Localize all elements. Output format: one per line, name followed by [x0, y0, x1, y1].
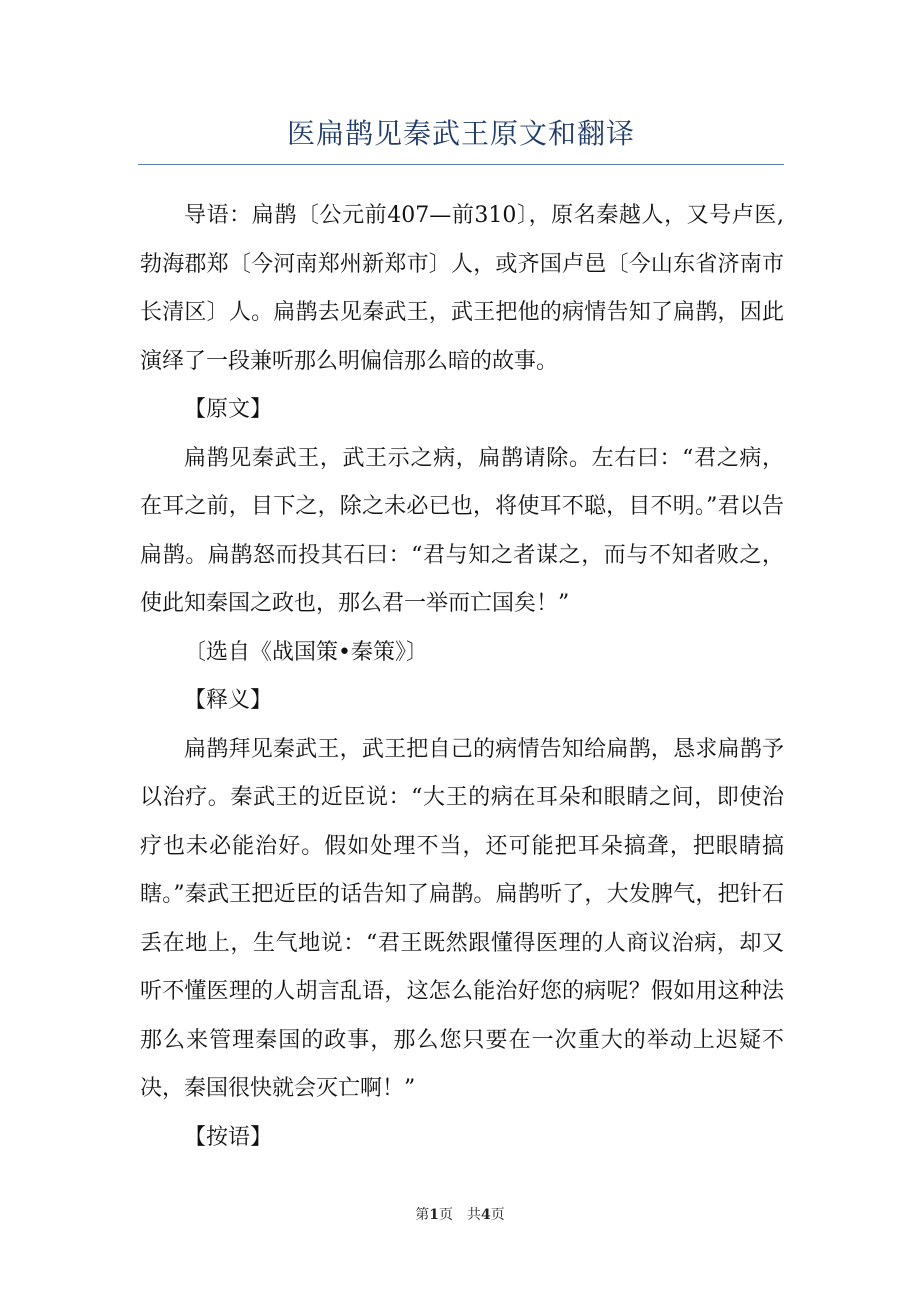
- original-text-paragraph: 扁鹊见秦武王，武王示之病，扁鹊请除。左右曰：“君之病，在耳之前，目下之，除之未必已也，将使耳不聪，目不明。”君以告扁鹊。扁鹊怒而投其石曰：“君与知之者谋之，而与不知者败之，使此知秦国之政也，那么君一举而亡国矣！”: [140, 445, 784, 616]
- total-prefix: 共: [467, 1207, 481, 1223]
- section-heading-commentary: 【按语】: [184, 1124, 273, 1150]
- page-total-number: 4: [481, 1207, 491, 1223]
- section-heading-translation: 【释义】: [184, 688, 273, 713]
- page-unit: 页: [439, 1207, 453, 1223]
- section-heading-original: 【原文】: [184, 397, 273, 422]
- translation-paragraph: 扁鹊拜见秦武王，武王把自己的病情告知给扁鹊，恳求扁鹊予以治疗。秦武王的近臣说：“大王的病在耳朵和眼睛之间，即使治疗也未必能治好。假如处理不当，还可能把耳朵搞聋，把眼睛搞瞎。”秦武王把近臣的话告知了扁鹊。扁鹊听了，大发脾气，把针石丢在地上，生气地说：“君王既然跟懂得医理的人商议治病，却又听不懂医理的人胡言乱语，这怎么能治好您的病呢？假如用这种法那么来管理秦国的政事，那么您只要在一次重大的举动上迟疑不决，秦国很快就会灭亡啊！”: [140, 736, 784, 1101]
- document-body: [140, 192, 784, 1162]
- page-footer: [0, 1205, 920, 1225]
- page-prefix: 第: [415, 1207, 430, 1223]
- page-current-number: 1: [429, 1207, 439, 1223]
- total-unit: 页: [490, 1207, 505, 1223]
- title-divider: [138, 164, 784, 165]
- source-citation: 〔选自《战国策•秦策》〕: [184, 639, 428, 665]
- document-title: 医扁鹊见秦武王原文和翻译: [286, 117, 635, 150]
- intro-paragraph: 导语：扁鹊〔公元前407—前310〕，原名秦越人，又号卢医,勃海郡郑〔今河南郑州新郑市〕人，或齐国卢邑〔今山东省济南市长清区〕人。扁鹊去见秦武王，武王把他的病情告知了扁鹊，因此演绎了一段兼听那么明偏信那么暗的故事。: [140, 203, 784, 374]
